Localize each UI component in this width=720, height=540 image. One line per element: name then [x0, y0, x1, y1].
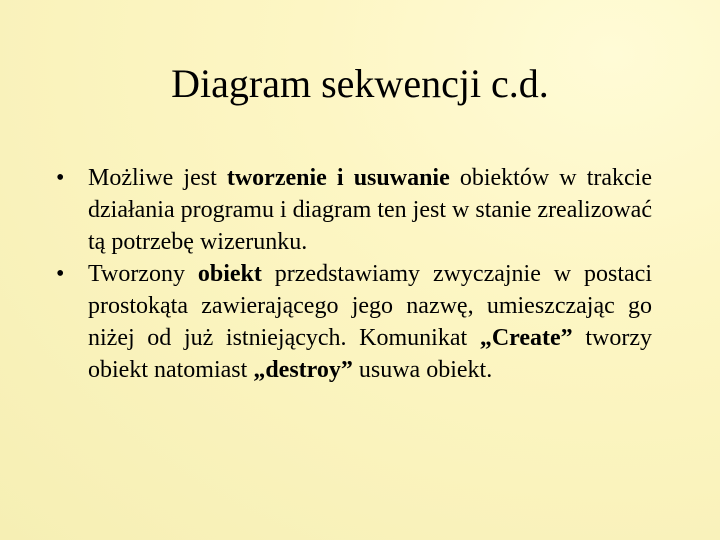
bullet-item-2: [56, 258, 652, 386]
bullet-icon: •: [56, 261, 65, 287]
bullet1-bold-1: tworzenie i usuwanie: [226, 165, 450, 191]
slide-title: [0, 58, 720, 110]
bullet2-bold-3: „destroy”: [253, 357, 353, 383]
slide-title-text: Diagram sekwencji c.d.: [171, 61, 549, 106]
bullet-icon: •: [56, 165, 65, 191]
bullet1-text-2: obiektów w trakcie działania programu i diagram ten jest w stanie zrealizować tą potrzebę wizerunku.: [88, 165, 652, 255]
bullet2-bold-2: „Create”: [479, 325, 573, 351]
bullet-item-1: [56, 162, 652, 258]
bullet2-text-4: usuwa obiekt.: [352, 357, 493, 383]
bullet2-bold-1: obiekt: [197, 261, 262, 287]
bullet-list: [56, 162, 652, 386]
bullet2-text-2: przedstawiamy zwyczajnie w postaci prostokąta zawierającego jego nazwę, umieszczając go niżej od już istniejących. Komunikat: [88, 261, 652, 351]
bullet2-text-1: Tworzony: [88, 261, 198, 287]
bullet1-text-1: Możliwe jest: [88, 165, 227, 191]
bullet2-text-3: tworzy obiekt natomiast: [88, 325, 652, 383]
